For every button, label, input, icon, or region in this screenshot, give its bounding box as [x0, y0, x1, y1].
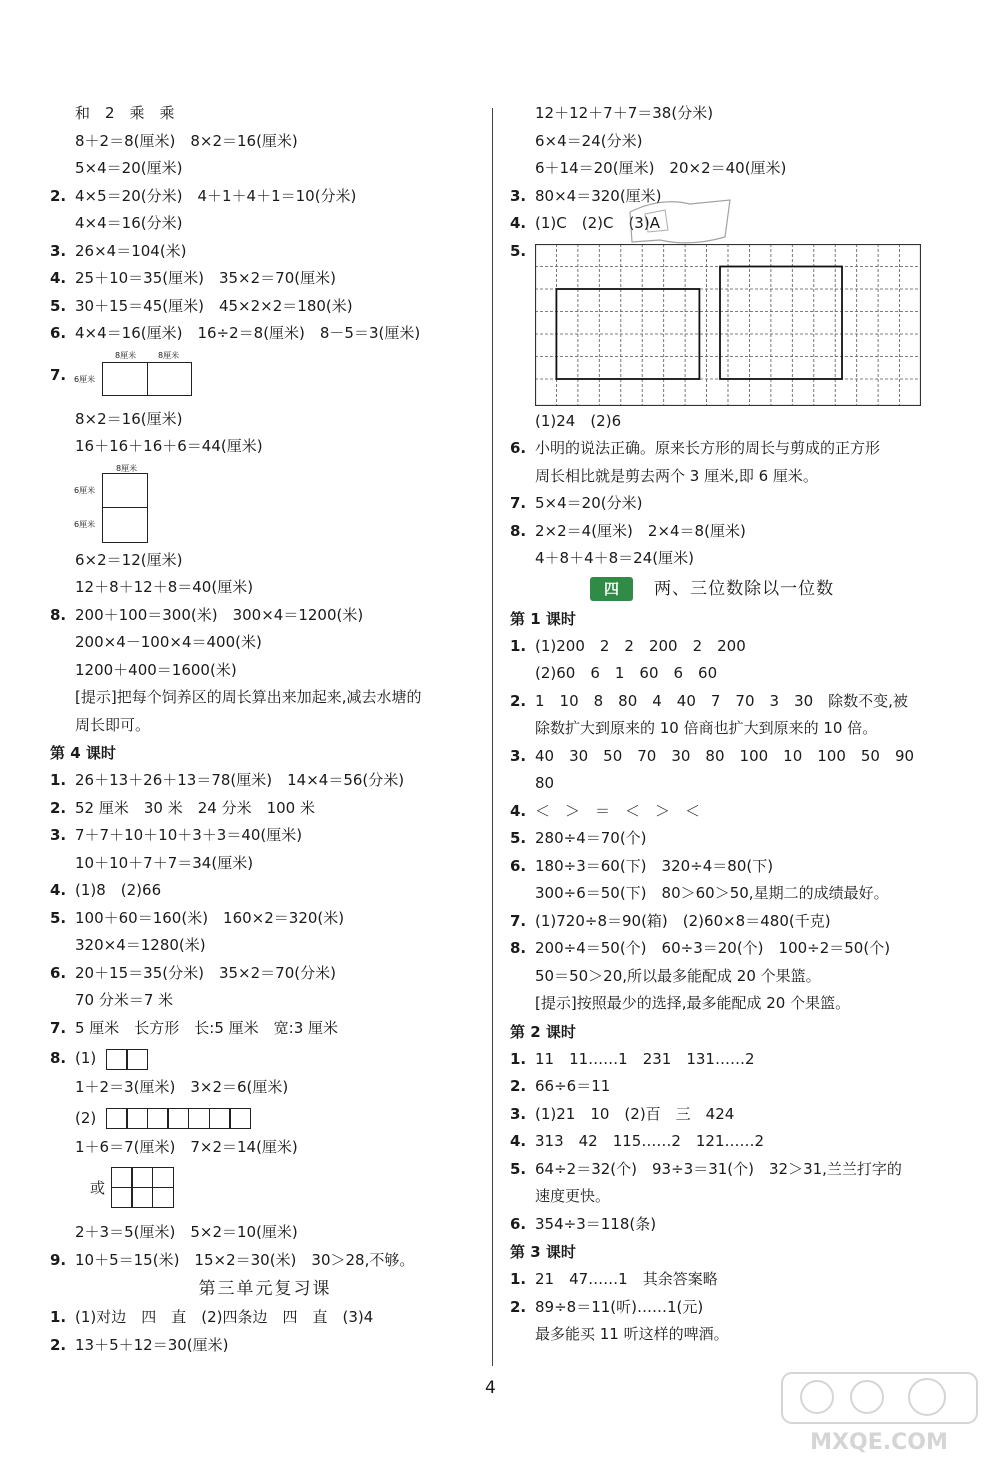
lesson-heading: 第 4 课时: [50, 744, 116, 762]
answer-line: 6×4＝24(分米): [535, 131, 643, 150]
answer-line: 1＋2＝3(厘米) 3×2＝6(厘米): [75, 1078, 289, 1096]
dimension-label: 6厘米: [74, 485, 96, 495]
answer-line: 10＋10＋7＋7＝34(厘米): [75, 853, 254, 872]
box-figure-2x3: [112, 1167, 174, 1208]
column-divider: [492, 108, 493, 1366]
answer-line: 12＋12＋7＋7＝38(分米): [535, 104, 714, 122]
square-shape: [720, 266, 842, 379]
question-8: 8. (1): [50, 1042, 480, 1074]
lesson-heading: 第 2 课时: [510, 1022, 576, 1041]
box-figure-row: (2): [50, 1102, 480, 1134]
answer-line: 1＋6＝7(厘米) 7×2＝14(厘米): [75, 1137, 298, 1156]
question-7: 7. (1)720÷8＝90(箱) (2)60×8＝480(千克): [510, 911, 831, 930]
question-1: 1. (1)对边 四 直 (2)四条边 四 直 (3)4: [50, 1308, 374, 1326]
grid-figure: [535, 244, 921, 406]
answer-line: 200×4－100×4＝400(米): [75, 633, 262, 651]
question-7-figure-2: [50, 461, 480, 547]
question-7: 7. 5×4＝20(分米): [510, 494, 643, 512]
unit-title: 两、三位数除以一位数: [654, 579, 835, 599]
dimension-label: 8厘米: [116, 463, 138, 473]
question-5: 5. 30＋15＝45(厘米) 45×2×2＝180(米): [50, 296, 353, 315]
question-9: 9. 10＋5＝15(米) 15×2＝30(米) 30＞28,不够。: [50, 1250, 415, 1269]
answer-line: 6×2＝12(厘米): [75, 550, 183, 569]
answer-line: 8×2＝16(厘米): [75, 409, 183, 428]
box-figure-grid-row: [50, 1161, 480, 1219]
answer-line: (2)60 6 1 60 6 60: [535, 664, 718, 682]
question-3: 3. 80×4＝320(厘米): [510, 186, 662, 205]
dimension-label: 8厘米: [158, 350, 180, 360]
question-2: 2. 4×5＝20(分米) 4＋1＋4＋1＝10(分米): [50, 186, 357, 205]
right-column: [510, 100, 950, 1349]
question-1: 1. 26＋13＋26＋13＝78(厘米) 14×4＝56(分米): [50, 771, 405, 789]
box-figure-7: [107, 1102, 251, 1134]
answer-line: 1200＋400＝1600(米): [75, 660, 237, 679]
answer-line: 320×4＝1280(米): [75, 936, 206, 954]
answer-line: 12＋8＋12＋8＝40(厘米): [75, 578, 254, 596]
answer-line: 16＋16＋16＋6＝44(厘米): [75, 437, 263, 455]
answer-line: 速度更快。: [535, 1187, 611, 1205]
answer-line: 4×4＝16(分米): [75, 214, 183, 232]
question-2: 2. 52 厘米 30 米 24 分米 100 米: [50, 798, 315, 817]
left-column: [50, 100, 480, 1359]
answer-line: (1)24 (2)6: [535, 411, 622, 430]
stamp-graphic: [620, 192, 740, 252]
question-4: 4. (1)8 (2)66: [50, 881, 162, 899]
question-3: 3. 7＋7＋10＋10＋3＋3＝40(厘米): [50, 826, 303, 844]
unit-header: [510, 573, 950, 605]
question-4: 4. 313 42 115……2 121……2: [510, 1132, 765, 1150]
answer-line: 周长相比就是剪去两个 3 厘米,即 6 厘米。: [535, 466, 818, 485]
question-8: 8. 2×2＝4(厘米) 2×4＝8(厘米): [510, 521, 746, 540]
question-2: 2. 13＋5＋12＝30(厘米): [50, 1335, 229, 1354]
question-5: 5. 280÷4＝70(个): [510, 829, 647, 847]
question-6: 6. 4×4＝16(厘米) 16÷2＝8(厘米) 8－5＝3(厘米): [50, 324, 421, 342]
question-2: 2. 66÷6＝11: [510, 1077, 611, 1095]
question-2: 2. 89÷8＝11(听)……1(元): [510, 1297, 704, 1316]
answer-line: 70 分米＝7 米: [75, 991, 174, 1009]
question-1: 1. 11 11……1 231 131……2: [510, 1049, 755, 1068]
or-label: 或: [90, 1179, 106, 1197]
rectangle-shape: [102, 362, 192, 396]
dimension-label: 6厘米: [74, 374, 96, 384]
box-figure-2: [107, 1043, 148, 1075]
tip-line: [提示]按照最少的选择,最多能配成 20 个果篮。: [535, 994, 851, 1012]
question-6: 6. 354÷3＝118(条): [510, 1214, 657, 1233]
question-4: 4. ＜ ＞ ＝ ＜ ＞ ＜: [510, 801, 701, 820]
review-title: 第三单元复习课: [198, 1279, 332, 1299]
answer-line: 5×4＝20(厘米): [75, 159, 183, 177]
tip-line: [提示]把每个饲养区的周长算出来加起来,减去水塘的: [75, 688, 422, 706]
question-1: 1. (1)200 2 2 200 2 200: [510, 636, 746, 655]
question-1: 1. 21 47……1 其余答案略: [510, 1270, 718, 1288]
answer-line: 4＋8＋4＋8＝24(厘米): [535, 549, 694, 567]
tip-line: 周长即可。: [75, 715, 151, 734]
question-3: 3. 40 30 50 70 30 80 100 10 100 50 90: [510, 746, 915, 765]
question-6: 6. 180÷3＝60(下) 320÷4＝80(下): [510, 856, 774, 875]
question-5: 5. 100＋60＝160(米) 160×2＝320(米): [50, 908, 345, 927]
question-3: 3. 26×4＝104(米): [50, 241, 187, 260]
watermark-logo: [777, 1367, 982, 1457]
answer-line: 最多能买 11 听这样的啤酒。: [535, 1325, 729, 1343]
question-2: 2. 1 10 8 80 4 40 7 70 3 30 除数不变,被: [510, 691, 908, 710]
question-5: 5. 64÷2＝32(个) 93÷3＝31(个) 32＞31,兰兰打字的: [510, 1159, 902, 1178]
answer-line: 80: [535, 774, 555, 792]
answer-line: 6＋14＝20(厘米) 20×2＝40(厘米): [535, 159, 787, 177]
question-7: 7. 5 厘米 长方形 长:5 厘米 宽:3 厘米: [50, 1018, 339, 1037]
answer-line: 300÷6＝50(下) 80＞60＞50,星期二的成绩最好。: [535, 884, 889, 902]
rectangle-shape: [102, 473, 148, 543]
question-6: 6. 小明的说法正确。原来长方形的周长与剪成的正方形: [510, 439, 881, 457]
watermark-text: MXQE.COM: [810, 1430, 948, 1455]
lesson-heading: 第 3 课时: [510, 1243, 576, 1261]
question-3: 3. (1)21 10 (2)百 三 424: [510, 1104, 735, 1123]
page-number: 4: [485, 1378, 496, 1398]
question-4: 4. (1)C (2)C (3)A: [510, 214, 660, 232]
answer-line: 50＝50＞20,所以最多能配成 20 个果篮。: [535, 966, 821, 985]
question-8: 8. 200÷4＝50(个) 60÷3＝20(个) 100÷2＝50(个): [510, 939, 891, 957]
question-6: 6. 20＋15＝35(分米) 35×2＝70(分米): [50, 963, 336, 982]
question-4: 4. 25＋10＝35(厘米) 35×2＝70(厘米): [50, 269, 336, 287]
answer-line: 除数扩大到原来的 10 倍商也扩大到原来的 10 倍。: [535, 719, 878, 737]
question-8: 8. 200＋100＝300(米) 300×4＝1200(米): [50, 605, 364, 624]
answer-line: 8＋2＝8(厘米) 8×2＝16(厘米): [75, 131, 298, 150]
lesson-heading: 第 1 课时: [510, 609, 576, 628]
question-5-grid: 5.: [510, 238, 950, 408]
answer-line: 和 2 乘 乘: [75, 104, 175, 122]
dimension-label: 8厘米: [115, 350, 137, 360]
answer-line: 2＋3＝5(厘米) 5×2＝10(厘米): [75, 1223, 298, 1241]
question-7-figure-1: 7. 8厘米 8厘米 6厘米: [50, 348, 480, 406]
unit-badge: 四: [590, 577, 633, 601]
dimension-label: 6厘米: [74, 519, 96, 529]
